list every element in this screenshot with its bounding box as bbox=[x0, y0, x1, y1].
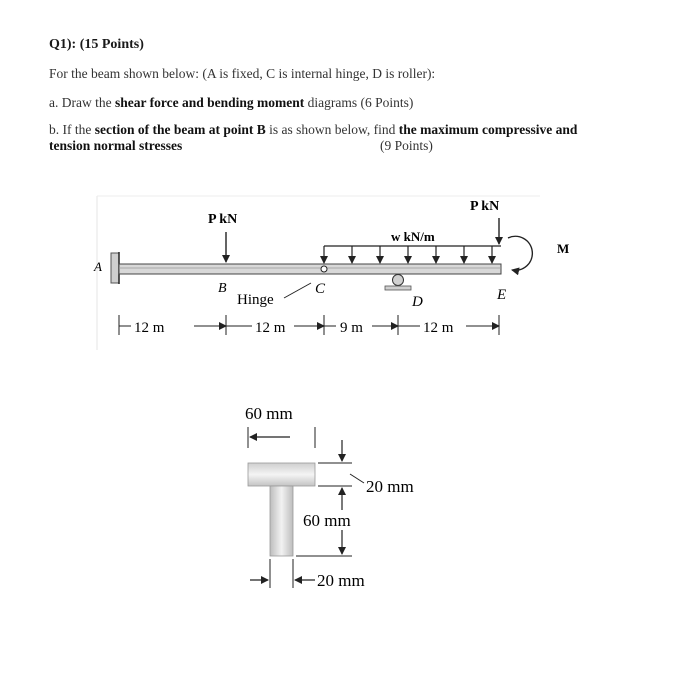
hinge-label: Hinge bbox=[237, 292, 274, 308]
hinge-icon bbox=[321, 266, 327, 272]
question-intro: For the beam shown below: (A is fixed, C is internal hinge, D is roller): bbox=[49, 66, 436, 81]
load-p2-label: P kN bbox=[470, 199, 500, 214]
part-b-bold1: section of the beam at point B bbox=[94, 122, 266, 137]
beam bbox=[119, 264, 501, 274]
moment-arc-icon bbox=[508, 236, 532, 270]
flange-width-label: 60 mm bbox=[245, 404, 293, 423]
part-a-bold: shear force and bending moment bbox=[114, 95, 305, 110]
moment-label: M bbox=[557, 241, 570, 256]
roller-support-icon bbox=[385, 275, 411, 291]
point-c-label: C bbox=[315, 281, 326, 297]
web-thickness-dimension bbox=[250, 559, 315, 588]
part-b-prefix: b. If the bbox=[49, 122, 95, 137]
span1-label: 12 m bbox=[134, 320, 165, 336]
flange-width-dimension bbox=[248, 427, 315, 448]
part-b-line2-bold: tension normal stresses bbox=[49, 138, 183, 153]
span3-label: 9 m bbox=[340, 320, 363, 336]
point-a-label: A bbox=[94, 259, 102, 274]
part-a-suffix: diagrams (6 Points) bbox=[304, 95, 414, 110]
part-a-prefix: a. Draw the bbox=[49, 95, 115, 110]
flange-thickness-label: 20 mm bbox=[366, 477, 414, 496]
flange-thickness-dimension bbox=[318, 440, 364, 510]
hinge-leader bbox=[284, 283, 311, 298]
span2-label: 12 m bbox=[255, 320, 286, 336]
t-section-flange bbox=[248, 463, 315, 486]
web-thickness-label: 20 mm bbox=[317, 571, 365, 590]
web-height-dimension bbox=[296, 530, 352, 556]
part-b-middle: is as shown below, find bbox=[265, 122, 399, 137]
fixed-support-icon bbox=[111, 252, 119, 284]
span4-label: 12 m bbox=[423, 320, 454, 336]
point-e-label: E bbox=[497, 287, 507, 303]
udl-label: w kN/m bbox=[391, 229, 435, 244]
web-height-label: 60 mm bbox=[303, 511, 351, 530]
udl-arrows-icon bbox=[324, 246, 492, 263]
point-d-label: D bbox=[412, 294, 423, 310]
part-b-bold2: the maximum compressive and bbox=[398, 122, 578, 137]
point-b-label: B bbox=[218, 281, 227, 296]
load-p1-label: P kN bbox=[208, 212, 238, 227]
question-title: Q1): (15 Points) bbox=[49, 37, 144, 52]
part-b-points: (9 Points) bbox=[380, 138, 433, 153]
t-section-web bbox=[270, 486, 293, 556]
